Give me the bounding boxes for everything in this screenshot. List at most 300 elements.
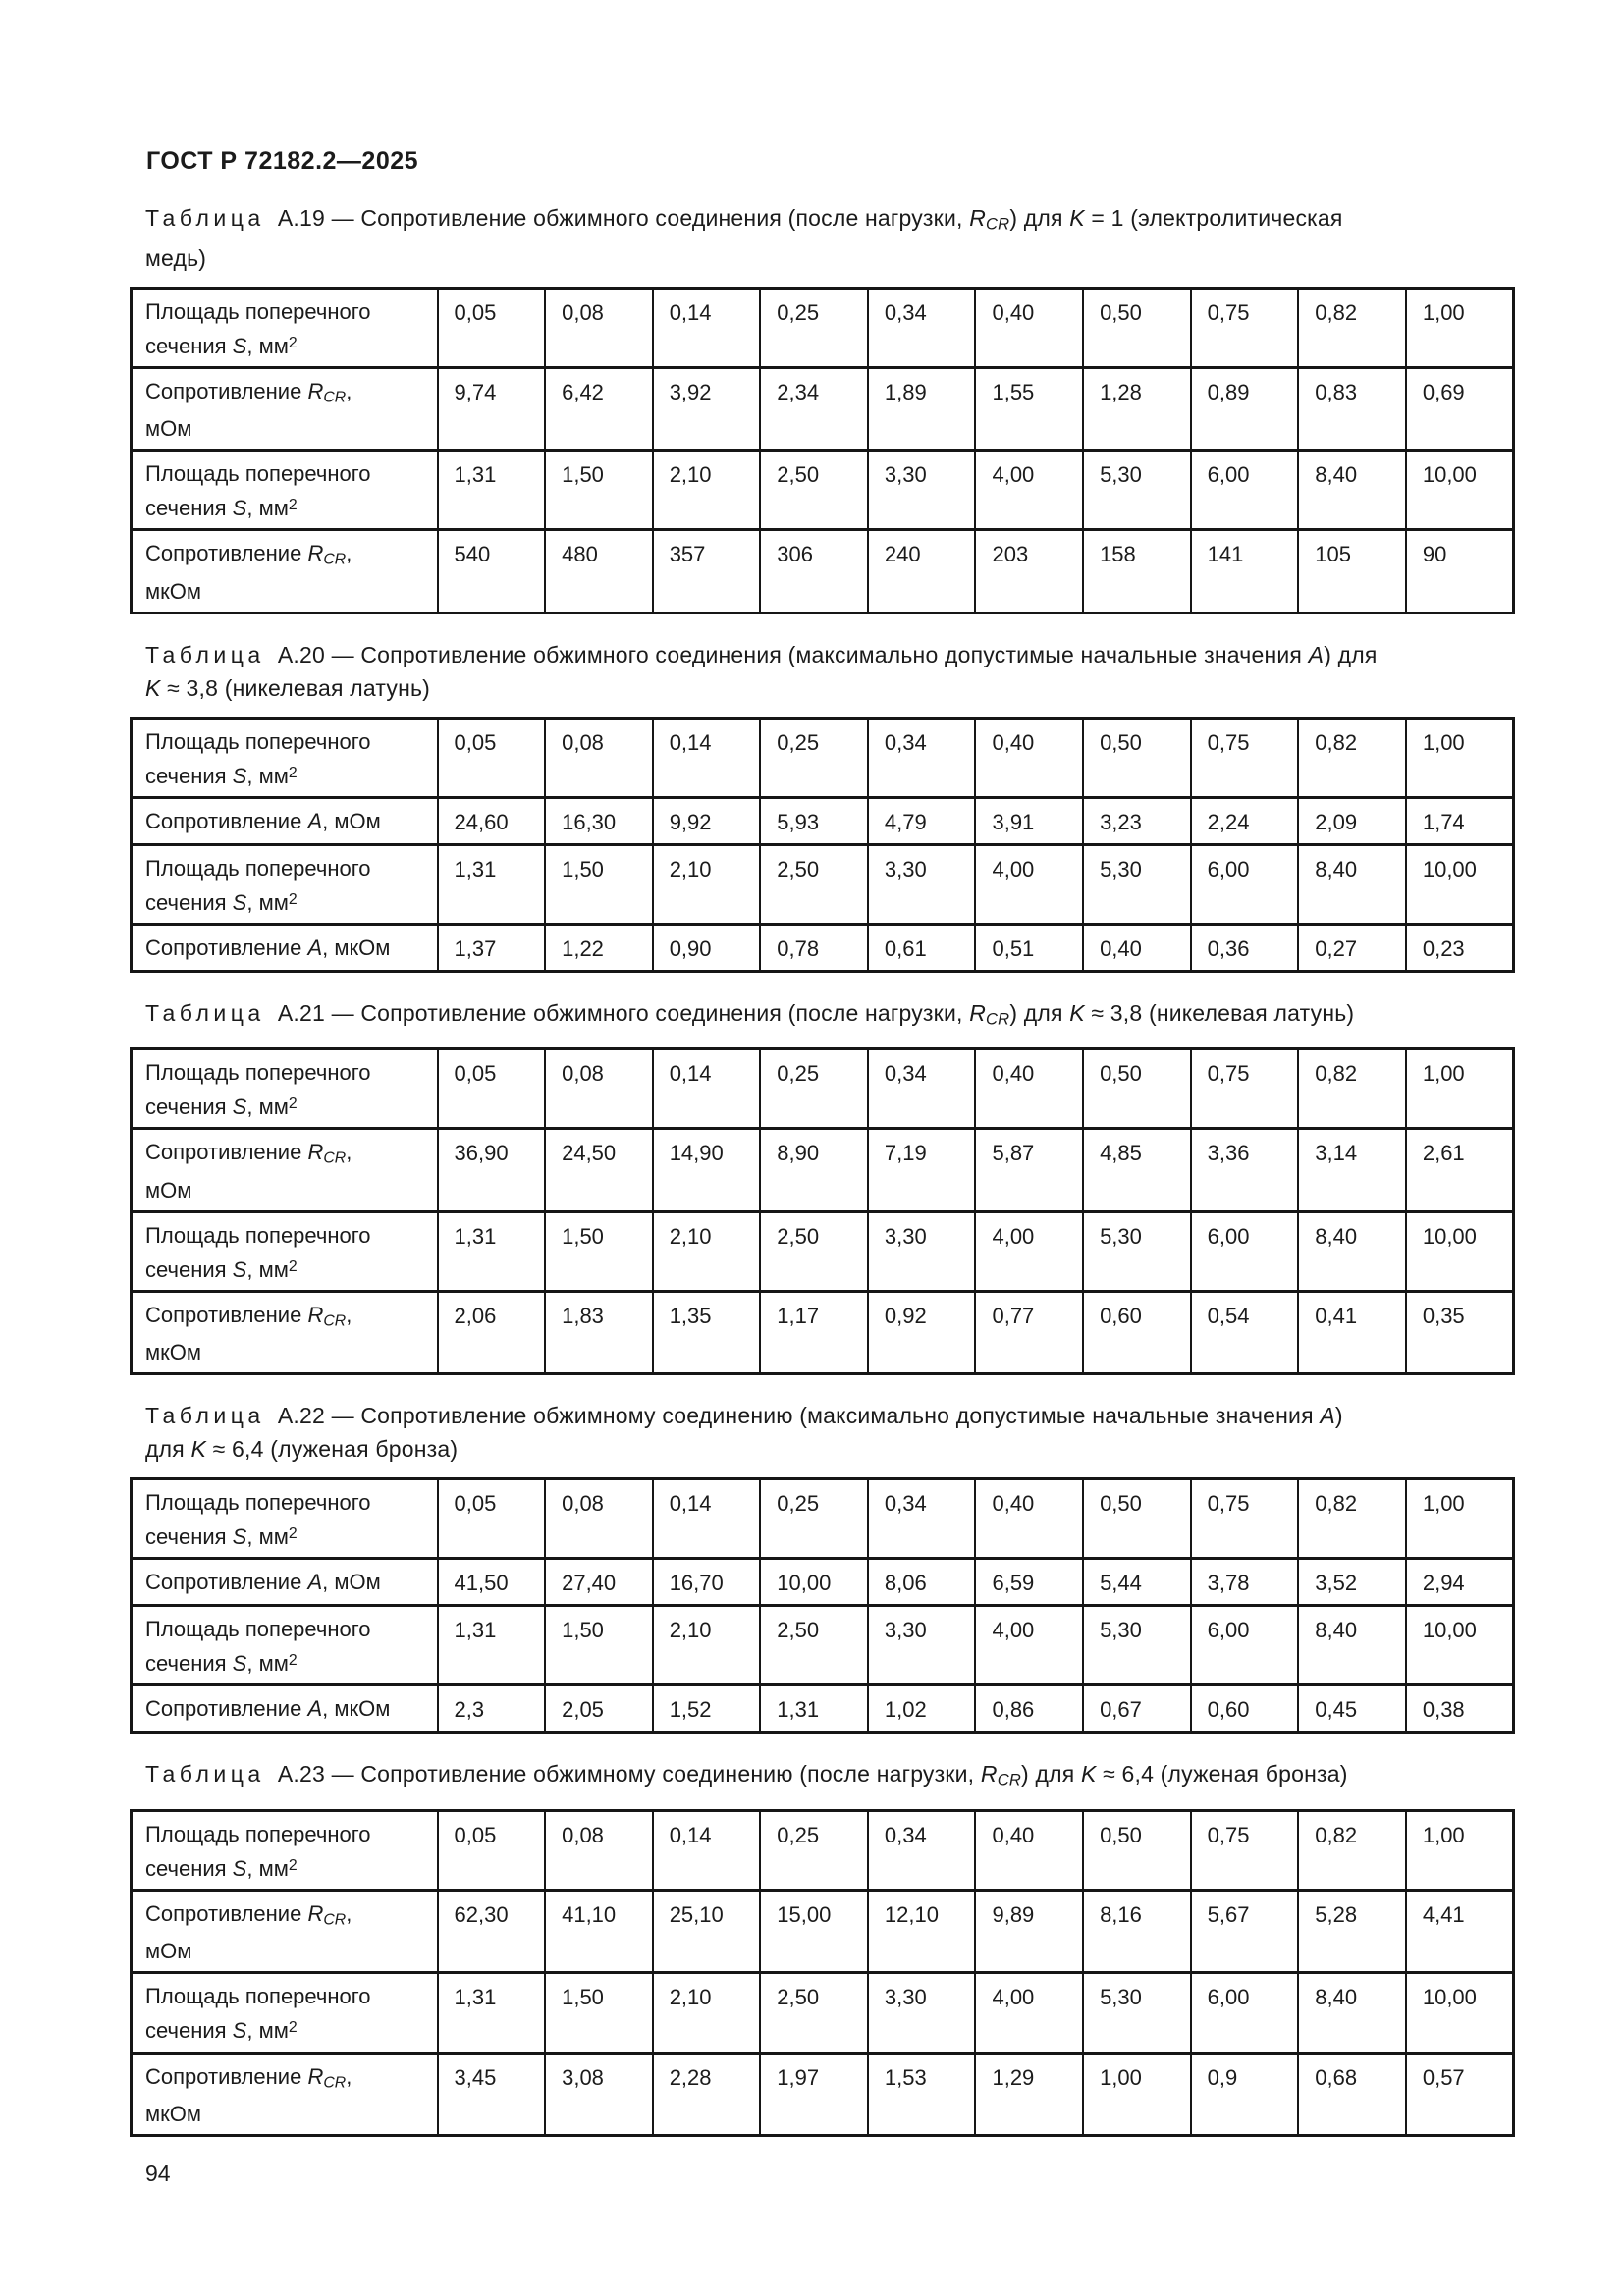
text-run: сечения <box>145 1856 233 1881</box>
value-cell: 6,59 <box>975 1559 1083 1606</box>
value-cell: 6,00 <box>1191 451 1299 530</box>
text-run: , мм <box>246 763 289 788</box>
value-cell: 1,31 <box>438 1606 546 1685</box>
math-symbol: K <box>190 1436 207 1463</box>
value-cell: 2,94 <box>1406 1559 1514 1606</box>
table-row <box>132 1891 1514 1973</box>
text-run: Сопротивление <box>145 1696 308 1722</box>
value-cell: 1,50 <box>545 1606 653 1685</box>
value-cell: 3,23 <box>1083 797 1191 844</box>
value-cell: 141 <box>1191 530 1299 613</box>
value-cell: 8,90 <box>760 1129 868 1211</box>
value-cell: 1,31 <box>438 844 546 924</box>
value-cell: 0,50 <box>1083 1049 1191 1129</box>
row-label <box>132 1891 438 1973</box>
value-cell: 0,25 <box>760 1479 868 1559</box>
value-cell: 0,75 <box>1191 1049 1299 1129</box>
value-cell: 0,61 <box>868 924 976 971</box>
table-row <box>132 2053 1514 2135</box>
value-cell: 0,25 <box>760 718 868 797</box>
value-cell: 9,92 <box>653 797 761 844</box>
row-label <box>132 1559 438 1606</box>
value-cell: 6,00 <box>1191 1606 1299 1685</box>
text-run: медь) <box>145 244 207 271</box>
text-run: Площадь поперечного <box>145 1222 371 1248</box>
value-cell: 0,27 <box>1298 924 1406 971</box>
value-cell: 2,10 <box>653 1973 761 2053</box>
value-cell: 4,85 <box>1083 1129 1191 1211</box>
value-cell: 0,05 <box>438 718 546 797</box>
value-cell: 2,34 <box>760 367 868 450</box>
value-cell: 0,90 <box>653 924 761 971</box>
value-cell: 0,08 <box>545 288 653 367</box>
value-cell: 1,00 <box>1406 288 1514 367</box>
table-row <box>132 367 1514 450</box>
value-cell: 0,14 <box>653 718 761 797</box>
math-symbol: CR <box>323 2073 347 2091</box>
text-run: мОм <box>145 1939 192 1964</box>
math-symbol: S <box>232 1524 247 1550</box>
value-cell: 10,00 <box>1406 1973 1514 2053</box>
value-cell: 0,50 <box>1083 1810 1191 1890</box>
value-cell: 1,97 <box>760 2053 868 2135</box>
value-cell: 2,24 <box>1191 797 1299 844</box>
text-run: мкОм <box>145 1340 201 1365</box>
text-run: , <box>346 2063 352 2089</box>
table-a23 <box>130 1809 1515 2137</box>
value-cell: 0,25 <box>760 1810 868 1890</box>
value-cell: 0,92 <box>868 1291 976 1373</box>
value-cell: 0,36 <box>1191 924 1299 971</box>
value-cell: 9,74 <box>438 367 546 450</box>
value-cell: 0,75 <box>1191 1479 1299 1559</box>
table-section-a21 <box>130 996 1514 1376</box>
superscript: 2 <box>288 1095 298 1113</box>
value-cell: 2,28 <box>653 2053 761 2135</box>
value-cell: 1,31 <box>760 1685 868 1733</box>
value-cell: 24,50 <box>545 1129 653 1211</box>
table-row <box>132 1291 1514 1373</box>
value-cell: 25,10 <box>653 1891 761 1973</box>
math-symbol: CR <box>986 1009 1010 1029</box>
math-symbol: S <box>232 1256 247 1282</box>
value-cell: 8,16 <box>1083 1891 1191 1973</box>
value-cell: 0,69 <box>1406 367 1514 450</box>
value-cell: 480 <box>545 530 653 613</box>
table-row <box>132 924 1514 971</box>
table-section-a19 <box>130 201 1514 614</box>
value-cell: 8,06 <box>868 1559 976 1606</box>
value-cell: 4,00 <box>975 451 1083 530</box>
value-cell: 8,40 <box>1298 1973 1406 2053</box>
value-cell: 3,30 <box>868 1973 976 2053</box>
value-cell: 0,05 <box>438 288 546 367</box>
value-cell: 0,34 <box>868 1479 976 1559</box>
spaced-word: Таблица <box>145 641 265 667</box>
value-cell: 3,91 <box>975 797 1083 844</box>
math-symbol: K <box>1080 1761 1097 1788</box>
value-cell: 0,34 <box>868 1810 976 1890</box>
value-cell: 3,30 <box>868 451 976 530</box>
value-cell: 1,50 <box>545 1211 653 1291</box>
row-label <box>132 718 438 797</box>
value-cell: 8,40 <box>1298 451 1406 530</box>
value-cell: 5,30 <box>1083 1211 1191 1291</box>
text-run: , <box>346 378 352 403</box>
text-run: сечения <box>145 1651 233 1677</box>
value-cell: 1,89 <box>868 367 976 450</box>
value-cell: 3,30 <box>868 844 976 924</box>
text-run: ) для <box>1021 1761 1081 1788</box>
value-cell: 0,75 <box>1191 1810 1299 1890</box>
value-cell: 0,34 <box>868 1049 976 1129</box>
value-cell: 0,82 <box>1298 1810 1406 1890</box>
math-symbol: CR <box>997 1770 1021 1789</box>
row-label <box>132 1211 438 1291</box>
value-cell: 0,38 <box>1406 1685 1514 1733</box>
value-cell: 2,09 <box>1298 797 1406 844</box>
math-symbol: CR <box>323 1911 347 1929</box>
math-symbol: R <box>307 2063 324 2089</box>
text-run: , <box>346 1302 352 1327</box>
value-cell: 0,14 <box>653 1479 761 1559</box>
math-symbol: S <box>232 1651 247 1677</box>
table-row <box>132 288 1514 367</box>
value-cell: 0,41 <box>1298 1291 1406 1373</box>
value-cell: 24,60 <box>438 797 546 844</box>
text-run: Площадь поперечного <box>145 1617 371 1642</box>
value-cell: 3,36 <box>1191 1129 1299 1211</box>
text-run: сечения <box>145 496 233 521</box>
table-row <box>132 718 1514 797</box>
value-cell: 2,06 <box>438 1291 546 1373</box>
text-run: Сопротивление <box>145 934 308 960</box>
text-run: , мм <box>246 889 289 915</box>
value-cell: 1,83 <box>545 1291 653 1373</box>
value-cell: 1,31 <box>438 1973 546 2053</box>
text-run: Сопротивление <box>145 1570 308 1595</box>
text-run: Площадь поперечного <box>145 298 371 324</box>
text-run: А.23 — Сопротивление обжимному соединению (после нагрузки, <box>264 1761 981 1788</box>
value-cell: 105 <box>1298 530 1406 613</box>
value-cell: 0,78 <box>760 924 868 971</box>
text-run: сечения <box>145 2018 233 2044</box>
value-cell: 4,00 <box>975 844 1083 924</box>
value-cell: 2,61 <box>1406 1129 1514 1211</box>
value-cell: 4,41 <box>1406 1891 1514 1973</box>
table-row <box>132 797 1514 844</box>
value-cell: 2,50 <box>760 451 868 530</box>
math-symbol: R <box>307 1140 324 1165</box>
value-cell: 8,40 <box>1298 1211 1406 1291</box>
value-cell: 3,30 <box>868 1211 976 1291</box>
text-run: Площадь поперечного <box>145 1984 371 2009</box>
value-cell: 1,50 <box>545 1973 653 2053</box>
value-cell: 0,82 <box>1298 1479 1406 1559</box>
table-row <box>132 1685 1514 1733</box>
value-cell: 1,00 <box>1406 1810 1514 1890</box>
table-row <box>132 1606 1514 1685</box>
value-cell: 4,00 <box>975 1973 1083 2053</box>
table-row <box>132 1129 1514 1211</box>
text-run: , мм <box>246 496 289 521</box>
row-label <box>132 844 438 924</box>
value-cell: 5,44 <box>1083 1559 1191 1606</box>
text-run: Сопротивление <box>145 378 308 403</box>
value-cell: 6,42 <box>545 367 653 450</box>
value-cell: 10,00 <box>1406 1211 1514 1291</box>
row-label <box>132 797 438 844</box>
text-run: Площадь поперечного <box>145 855 371 881</box>
value-cell: 1,00 <box>1406 718 1514 797</box>
value-cell: 1,52 <box>653 1685 761 1733</box>
text-run: Площадь поперечного <box>145 1821 371 1846</box>
value-cell: 0,9 <box>1191 2053 1299 2135</box>
text-run: мкОм <box>145 2101 201 2126</box>
value-cell: 5,28 <box>1298 1891 1406 1973</box>
table-row <box>132 1479 1514 1559</box>
value-cell: 0,45 <box>1298 1685 1406 1733</box>
text-run: сечения <box>145 1095 233 1120</box>
table-row <box>132 530 1514 613</box>
value-cell: 2,10 <box>653 844 761 924</box>
row-label <box>132 1291 438 1373</box>
text-run: , мм <box>246 1256 289 1282</box>
text-run: мкОм <box>145 578 201 604</box>
value-cell: 12,10 <box>868 1891 976 1973</box>
text-run: мОм <box>145 1177 192 1202</box>
text-run: Площадь поперечного <box>145 728 371 754</box>
value-cell: 6,00 <box>1191 844 1299 924</box>
value-cell: 0,34 <box>868 288 976 367</box>
value-cell: 540 <box>438 530 546 613</box>
table-a22-title <box>130 1399 1514 1466</box>
math-symbol: R <box>307 541 324 566</box>
value-cell: 5,30 <box>1083 844 1191 924</box>
text-run: , мкОм <box>322 1696 391 1722</box>
value-cell: 5,67 <box>1191 1891 1299 1973</box>
value-cell: 2,10 <box>653 1606 761 1685</box>
value-cell: 1,37 <box>438 924 546 971</box>
value-cell: 1,28 <box>1083 367 1191 450</box>
math-symbol: A <box>1320 1403 1335 1429</box>
text-run: ) <box>1334 1403 1343 1429</box>
value-cell: 3,30 <box>868 1606 976 1685</box>
value-cell: 1,00 <box>1406 1479 1514 1559</box>
value-cell: 0,14 <box>653 288 761 367</box>
value-cell: 0,60 <box>1083 1291 1191 1373</box>
spaced-word: Таблица <box>145 1761 265 1788</box>
value-cell: 10,00 <box>1406 451 1514 530</box>
value-cell: 1,00 <box>1406 1049 1514 1129</box>
value-cell: 3,08 <box>545 2053 653 2135</box>
value-cell: 90 <box>1406 530 1514 613</box>
math-symbol: R <box>969 205 986 231</box>
math-symbol: K <box>145 674 161 701</box>
value-cell: 4,00 <box>975 1606 1083 1685</box>
row-label <box>132 1810 438 1890</box>
superscript: 2 <box>288 1257 298 1275</box>
math-symbol: A <box>307 934 323 960</box>
row-label <box>132 924 438 971</box>
value-cell: 0,82 <box>1298 718 1406 797</box>
text-run: А.22 — Сопротивление обжимному соединению (максимально допустимые начальные значения <box>264 1403 1321 1429</box>
value-cell: 0,14 <box>653 1810 761 1890</box>
text-run: сечения <box>145 333 233 358</box>
value-cell: 0,75 <box>1191 718 1299 797</box>
table-section-a22 <box>130 1399 1514 1734</box>
superscript: 2 <box>288 497 298 514</box>
value-cell: 1,22 <box>545 924 653 971</box>
math-symbol: S <box>232 496 247 521</box>
math-symbol: CR <box>986 214 1010 234</box>
text-run: Сопротивление <box>145 2063 308 2089</box>
value-cell: 0,40 <box>1083 924 1191 971</box>
value-cell: 9,89 <box>975 1891 1083 1973</box>
text-run: , мм <box>246 333 289 358</box>
text-run: , <box>346 1901 352 1926</box>
table-a20 <box>130 717 1515 973</box>
value-cell: 10,00 <box>1406 844 1514 924</box>
value-cell: 62,30 <box>438 1891 546 1973</box>
value-cell: 1,17 <box>760 1291 868 1373</box>
value-cell: 0,86 <box>975 1685 1083 1733</box>
value-cell: 1,74 <box>1406 797 1514 844</box>
value-cell: 1,00 <box>1083 2053 1191 2135</box>
math-symbol: S <box>232 1095 247 1120</box>
value-cell: 0,68 <box>1298 2053 1406 2135</box>
math-symbol: A <box>307 1696 323 1722</box>
value-cell: 0,40 <box>975 718 1083 797</box>
value-cell: 0,23 <box>1406 924 1514 971</box>
text-run: ≈ 6,4 (луженая бронза) <box>1096 1761 1348 1788</box>
text-run: , <box>346 541 352 566</box>
value-cell: 2,50 <box>760 1606 868 1685</box>
value-cell: 0,75 <box>1191 288 1299 367</box>
table-section-a23 <box>130 1757 1514 2137</box>
row-label <box>132 2053 438 2135</box>
value-cell: 0,51 <box>975 924 1083 971</box>
text-run: = 1 (электролитическая <box>1084 205 1343 231</box>
value-cell: 0,25 <box>760 288 868 367</box>
value-cell: 3,92 <box>653 367 761 450</box>
math-symbol: A <box>1308 641 1325 667</box>
row-label <box>132 1685 438 1733</box>
value-cell: 203 <box>975 530 1083 613</box>
math-symbol: CR <box>323 389 347 406</box>
text-run: Сопротивление <box>145 1140 308 1165</box>
row-label <box>132 451 438 530</box>
text-run: ≈ 3,8 (никелевая латунь) <box>160 674 431 701</box>
math-symbol: CR <box>323 1149 347 1167</box>
value-cell: 41,50 <box>438 1559 546 1606</box>
value-cell: 6,00 <box>1191 1973 1299 2053</box>
text-run: сечения <box>145 889 233 915</box>
value-cell: 14,90 <box>653 1129 761 1211</box>
value-cell: 8,40 <box>1298 1606 1406 1685</box>
superscript: 2 <box>288 764 298 781</box>
spaced-word: Таблица <box>145 999 265 1026</box>
text-run: ) для <box>1009 999 1070 1026</box>
value-cell: 15,00 <box>760 1891 868 1973</box>
value-cell: 1,31 <box>438 1211 546 1291</box>
text-run: Площадь поперечного <box>145 1490 371 1516</box>
value-cell: 0,77 <box>975 1291 1083 1373</box>
value-cell: 2,10 <box>653 1211 761 1291</box>
standard-designation: ГОСТ Р 72182.2—2025 <box>146 147 419 175</box>
value-cell: 0,40 <box>975 288 1083 367</box>
value-cell: 0,05 <box>438 1810 546 1890</box>
row-label <box>132 288 438 367</box>
math-symbol: S <box>232 1856 247 1881</box>
table-a23-title <box>130 1757 1514 1797</box>
value-cell: 0,08 <box>545 1810 653 1890</box>
text-run: ≈ 3,8 (никелевая латунь) <box>1084 999 1355 1026</box>
value-cell: 0,82 <box>1298 1049 1406 1129</box>
value-cell: 2,50 <box>760 844 868 924</box>
math-symbol: S <box>232 763 247 788</box>
value-cell: 306 <box>760 530 868 613</box>
value-cell: 5,87 <box>975 1129 1083 1211</box>
spaced-word: Таблица <box>145 205 265 231</box>
text-run: , мм <box>246 2018 289 2044</box>
superscript: 2 <box>288 1652 298 1670</box>
value-cell: 1,02 <box>868 1685 976 1733</box>
table-a20-title <box>130 638 1514 705</box>
text-run: А.21 — Сопротивление обжимного соединения (после нагрузки, <box>264 999 970 1026</box>
value-cell: 158 <box>1083 530 1191 613</box>
table-row <box>132 451 1514 530</box>
value-cell: 1,50 <box>545 451 653 530</box>
value-cell: 0,89 <box>1191 367 1299 450</box>
value-cell: 0,05 <box>438 1049 546 1129</box>
text-run: , <box>346 1140 352 1165</box>
value-cell: 2,05 <box>545 1685 653 1733</box>
table-a21-title <box>130 996 1514 1037</box>
value-cell: 0,05 <box>438 1479 546 1559</box>
math-symbol: A <box>307 808 323 833</box>
table-row <box>132 1810 1514 1890</box>
value-cell: 0,08 <box>545 1479 653 1559</box>
table-row <box>132 1559 1514 1606</box>
text-run: ) для <box>1009 205 1070 231</box>
value-cell: 3,78 <box>1191 1559 1299 1606</box>
text-run: Сопротивление <box>145 1302 308 1327</box>
value-cell: 1,31 <box>438 451 546 530</box>
value-cell: 5,30 <box>1083 451 1191 530</box>
text-run: ≈ 6,4 (луженая бронза) <box>206 1436 459 1463</box>
value-cell: 1,55 <box>975 367 1083 450</box>
value-cell: 0,35 <box>1406 1291 1514 1373</box>
value-cell: 2,3 <box>438 1685 546 1733</box>
superscript: 2 <box>288 1525 298 1543</box>
value-cell: 27,40 <box>545 1559 653 1606</box>
value-cell: 36,90 <box>438 1129 546 1211</box>
table-row <box>132 1211 1514 1291</box>
math-symbol: S <box>232 2018 247 2044</box>
text-run: сечения <box>145 1256 233 1282</box>
text-run: Сопротивление <box>145 1901 308 1926</box>
text-run: Сопротивление <box>145 541 308 566</box>
text-run: Площадь поперечного <box>145 1060 371 1086</box>
value-cell: 5,30 <box>1083 1606 1191 1685</box>
text-run: , мОм <box>322 1570 381 1595</box>
text-run: Площадь поперечного <box>145 461 371 487</box>
value-cell: 240 <box>868 530 976 613</box>
math-symbol: CR <box>323 551 347 568</box>
value-cell: 4,00 <box>975 1211 1083 1291</box>
table-a19 <box>130 287 1515 614</box>
